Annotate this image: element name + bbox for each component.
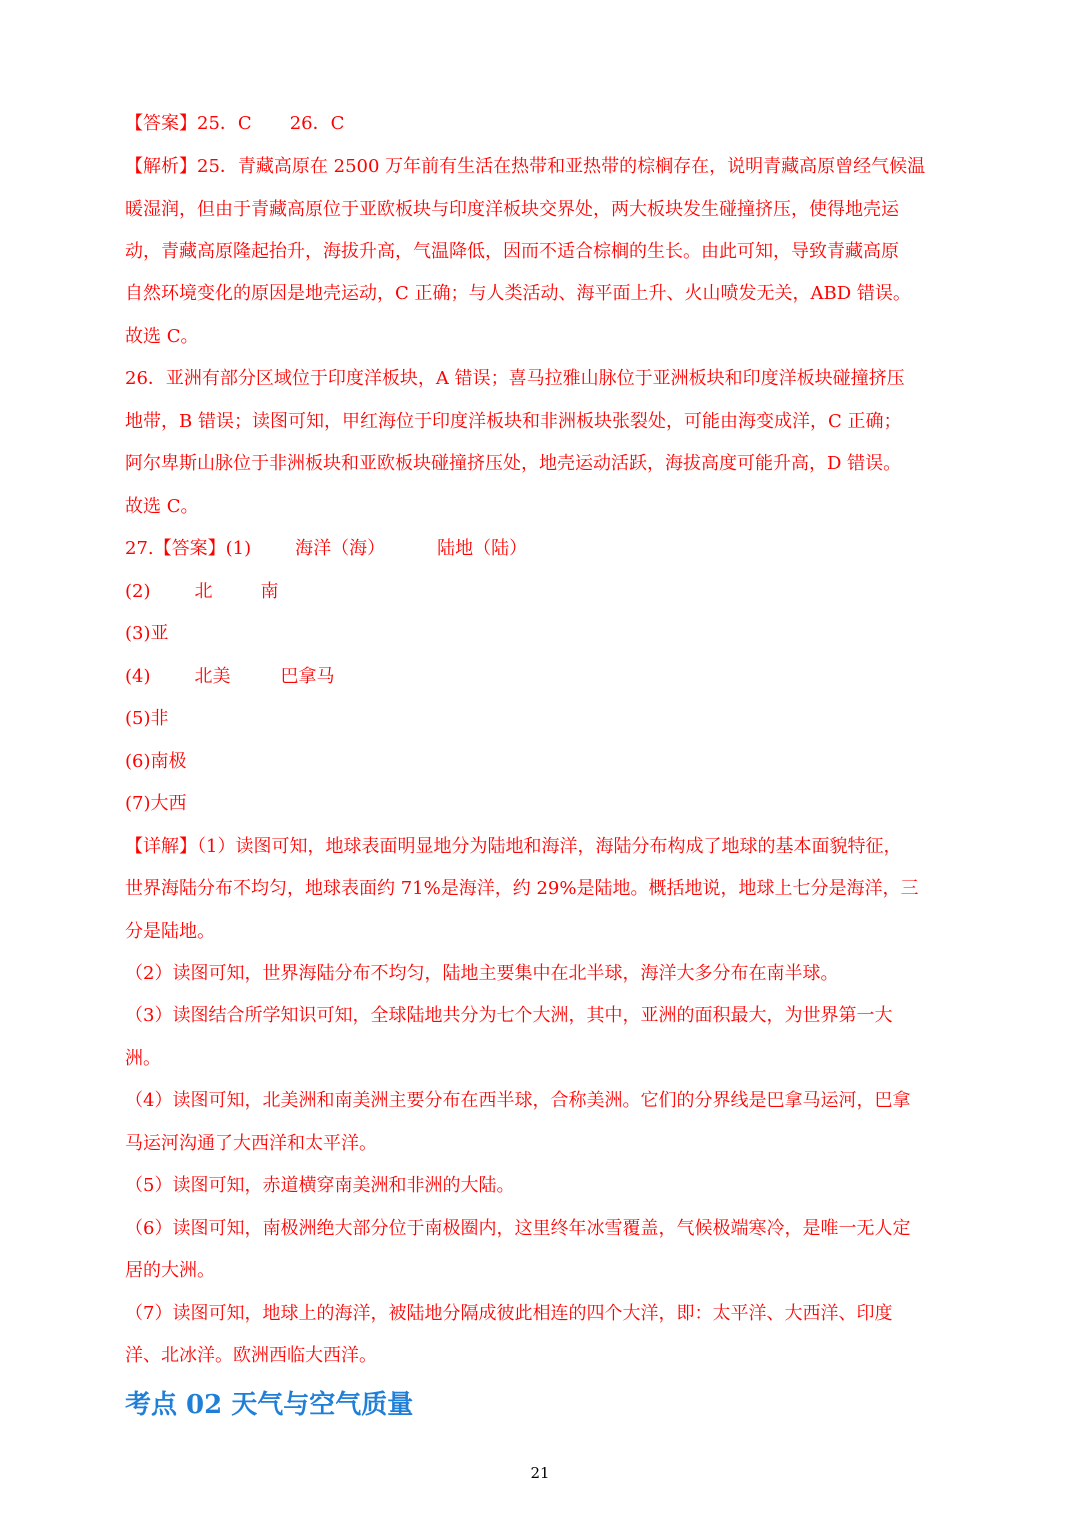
detail-27-line-3: 分是陆地。: [125, 921, 215, 942]
answer-27-item-3: [125, 622, 955, 646]
item-number: (7): [125, 793, 151, 814]
detail-27-line-12: （7）读图可知，地球上的海洋，被陆地分隔成彼此相连的四个大洋，即：太平洋、大西洋、印度: [125, 1303, 893, 1324]
detail-27-line-9: （5）读图可知，赤道横穿南美洲和非洲的大陆。: [125, 1175, 515, 1196]
answer-26: 26．C: [289, 113, 345, 134]
answer-25: 25．C: [197, 113, 252, 134]
analysis-26-line-2: 地带，B 错误；读图可知，甲红海位于印度洋板块和非洲板块张裂处，可能由海变成洋，C 正确；: [125, 411, 902, 432]
answer-27-item-6: [125, 750, 955, 774]
detail-text-1: （1）读图可知，地球表面明显地分为陆地和海洋，海陆分布构成了地球的基本面貌特征，: [197, 836, 902, 857]
item-answer: 亚: [150, 623, 169, 644]
item-answer: 大西: [150, 793, 187, 814]
item-answer: 非: [150, 708, 169, 729]
item-answer: 北: [194, 581, 213, 602]
analysis-25-line-3: 动，青藏高原隆起抬升，海拔升高，气温降低，因而不适合棕榈的生长。由此可知，导致青藏高原: [125, 241, 899, 262]
item-number: (5): [125, 708, 151, 729]
section-heading: 考点 02 天气与空气质量: [125, 1390, 414, 1420]
item-number: (1): [225, 538, 252, 559]
detail-label: 【详解】: [125, 836, 197, 857]
item-answer: 北美: [194, 666, 231, 687]
answer-27-item-5: [125, 707, 955, 731]
detail-27-line-5: （3）读图结合所学知识可知，全球陆地共分为七个大洲，其中，亚洲的面积最大，为世界第一大: [125, 1005, 893, 1026]
detail-27-line-13: 洋、北冰洋。欧洲西临大西洋。: [125, 1345, 377, 1366]
analysis-25-line-2: 暖湿润，但由于青藏高原位于亚欧板块与印度洋板块交界处，两大板块发生碰撞挤压，使得地壳运: [125, 199, 899, 220]
item-answer: 南极: [150, 751, 187, 772]
answer-label: 【答案】: [125, 113, 197, 134]
detail-27-line-7: （4）读图可知，北美洲和南美洲主要分布在西半球，合称美洲。它们的分界线是巴拿马运河，巴拿: [125, 1090, 911, 1111]
detail-27-line-11: 居的大洲。: [125, 1260, 215, 1281]
page-number: 21: [530, 1464, 550, 1482]
analysis-25-text-1: 25．青藏高原在 2500 万年前有生活在热带和亚热带的棕榈存在，说明青藏高原曾经气候温: [197, 156, 926, 177]
analysis-26-line-1: 26．亚洲有部分区域位于印度洋板块，A 错误；喜马拉雅山脉位于亚洲板块和印度洋板块碰撞挤压: [125, 368, 905, 389]
answer-27-item-7: [125, 792, 955, 816]
analysis-label: 【解析】: [125, 156, 197, 177]
analysis-25-line-4: 自然环境变化的原因是地壳运动，C 正确；与人类活动、海平面上升、火山喷发无关，ABD 错误。: [125, 283, 911, 304]
analysis-26-line-4: 故选 C。: [125, 496, 199, 517]
answer-27-item-1: [125, 537, 955, 561]
item-answer: 南: [260, 581, 279, 602]
detail-27-line-8: 马运河沟通了大西洋和太平洋。: [125, 1133, 377, 1154]
item-answer: 陆地（陆）: [437, 538, 528, 559]
analysis-26-line-3: 阿尔卑斯山脉位于非洲板块和亚欧板块碰撞挤压处，地壳运动活跃，海拔高度可能升高，D 错误。: [125, 453, 902, 474]
answer-27-item-4: [125, 665, 955, 689]
answer-27-item-2: [125, 580, 955, 604]
item-answer: 海洋（海）: [295, 538, 386, 559]
detail-27-line-2: 世界海陆分布不均匀，地球表面约 71%是海洋，约 29%是陆地。概括地说，地球上七分是海洋，三: [125, 878, 919, 899]
answer-27-label: 27.【答案】: [125, 538, 226, 559]
item-answer: 巴拿马: [280, 666, 335, 687]
item-number: (4): [125, 666, 151, 687]
detail-27-line-1: [125, 835, 955, 859]
answer-25-26-line: [125, 112, 955, 136]
analysis-25-line-1: [125, 155, 955, 179]
item-number: (2): [125, 581, 151, 602]
detail-27-line-4: （2）读图可知，世界海陆分布不均匀，陆地主要集中在北半球，海洋大多分布在南半球。: [125, 963, 839, 984]
item-number: (3): [125, 623, 151, 644]
detail-27-line-10: （6）读图可知，南极洲绝大部分位于南极圈内，这里终年冰雪覆盖，气候极端寒冷，是唯一无人定: [125, 1218, 911, 1239]
analysis-25-line-5: 故选 C。: [125, 326, 199, 347]
detail-27-line-6: 洲。: [125, 1048, 161, 1069]
item-number: (6): [125, 751, 151, 772]
